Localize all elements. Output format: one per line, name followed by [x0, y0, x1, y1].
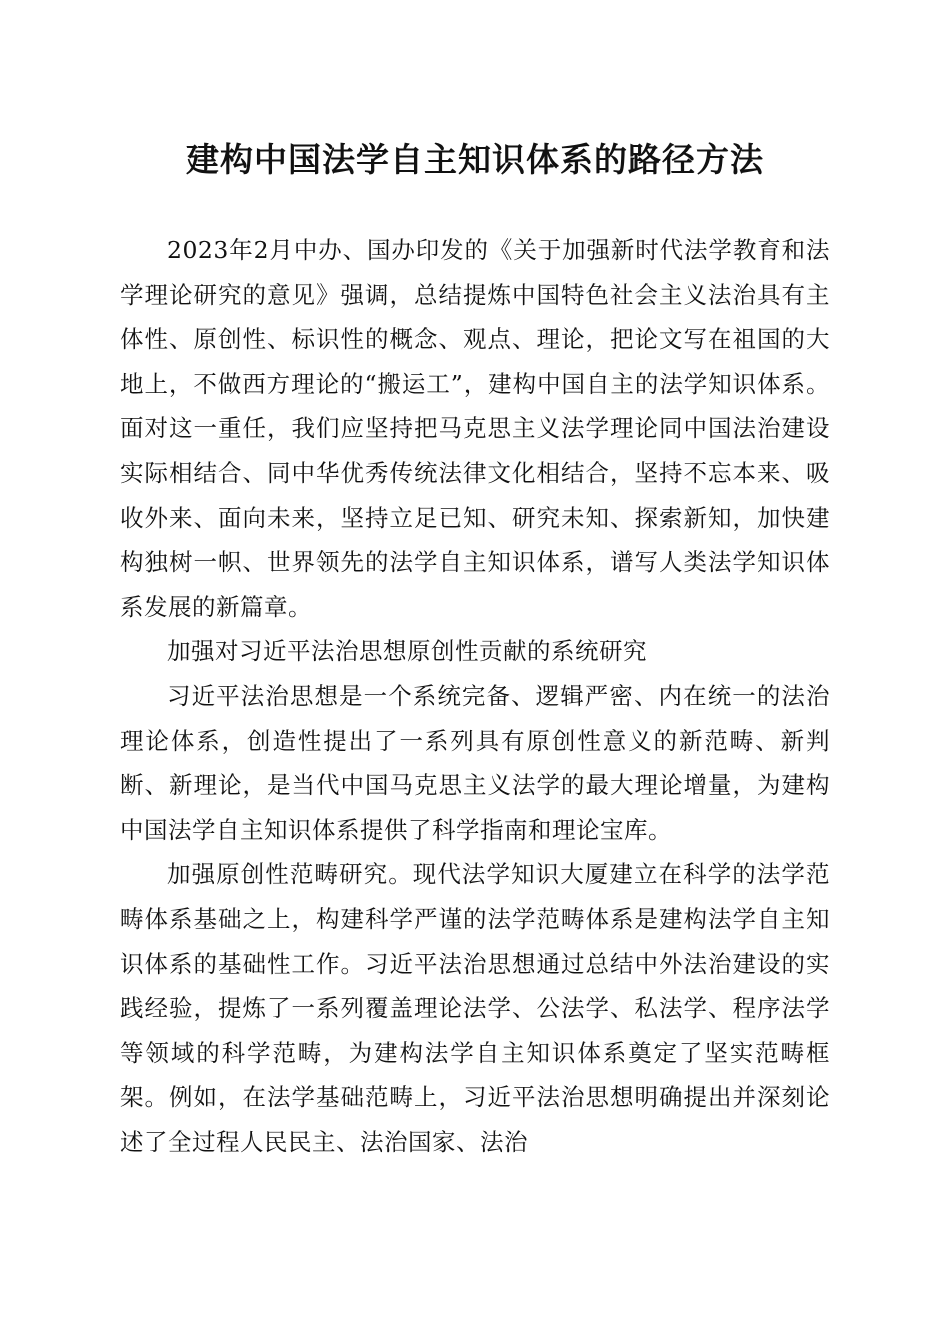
section-heading: 加强对习近平法治思想原创性贡献的系统研究: [167, 637, 647, 666]
paragraph-category-research: 加强原创性范畴研究。现代法学知识大厦建立在科学的法学范畴体系基础之上，构建科学严谨的法学范畴体系是建构法学自主知识体系的基础性工作。习近平法治思想通过总结中外法治建设的实践经验，提炼了一系列覆盖理论法学、公法学、私法学、程序法学等领域的科学范畴，为建构法学自主知识体系奠定了坚实范畴框架。例如，在法学基础范畴上，习近平法治思想明确提出并深刻论述了全过程人民民主、法治国家、法治: [120, 860, 830, 1156]
paragraph-thought-overview: 习近平法治思想是一个系统完备、逻辑严密、内在统一的法治理论体系，创造性提出了一系列具有原创性意义的新范畴、新判断、新理论，是当代中国马克思主义法学的最大理论增量，为建构中国法学自主知识体系提供了科学指南和理论宝库。: [120, 681, 830, 844]
document-title: 建构中国法学自主知识体系的路径方法: [186, 140, 764, 179]
paragraph-intro: 2023年2月中办、国办印发的《关于加强新时代法学教育和法学理论研究的意见》强调，总结提炼中国特色社会主义法治具有主体性、原创性、标识性的概念、观点、理论，把论文写在祖国的大地上，不做西方理论的“搬运工”，建构中国自主的法学知识体系。面对这一重任，我们应坚持把马克思主义法学理论同中国法治建设实际相结合、同中华优秀传统法律文化相结合，坚持不忘本来、吸收外来、面向未来，坚持立足已知、研究未知、探索新知，加快建构独树一帜、世界领先的法学自主知识体系，谱写人类法学知识体系发展的新篇章。: [120, 236, 830, 621]
document-body: [120, 228, 830, 1164]
